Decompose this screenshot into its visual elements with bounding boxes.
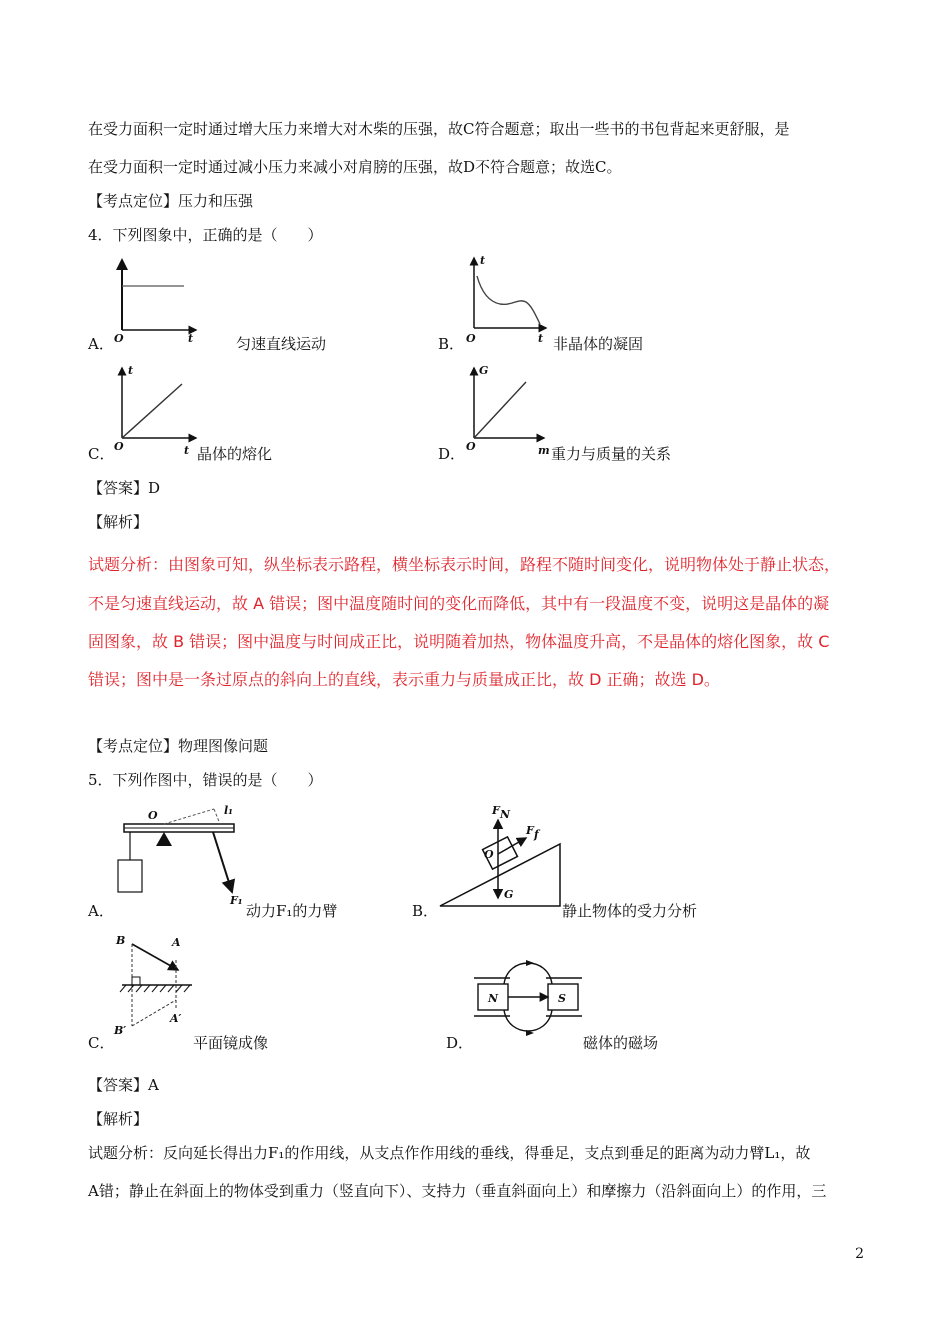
q5-b-normal-label: F [492,804,500,817]
q5-answer: 【答案】A [88,1076,159,1094]
q4-option-a-caption: 匀速直线运动 [236,335,327,353]
q5-option-a-letter: A． [88,902,114,920]
question-5-stem: 5．下列作图中，错误的是（ ） [88,771,323,789]
q4-analysis-line-2: 不是匀速直线运动，故 A 错误；图中温度随时间的变化而降低，其中有一段温度不变，说明这是晶体的凝 [88,594,830,613]
q4-b-y-label: t [480,254,486,267]
q5-option-c-letter: C． [88,1034,115,1052]
q4-option-b-letter: B． [438,335,465,353]
q5-diagram-b-incline [436,800,566,910]
q5-option-b-letter: B． [412,902,439,920]
q4-a-x-label: t [188,332,194,345]
q4-option-d-letter: D． [438,445,466,463]
q5-d-n-label: N [488,992,499,1005]
q4-graph-b [464,254,554,344]
kaodian-label-3: 【考点定位】压力和压强 [88,192,254,210]
q5-diagram-d-magnet [470,946,590,1036]
q5-a-force-label: F₁ [230,894,243,907]
q5-a-arm-label: l₁ [224,804,233,817]
q5-c-a-label: A [172,936,181,949]
q5-option-d-caption: 磁体的磁场 [583,1034,659,1052]
q5-b-gravity-label: G [504,888,514,901]
question-4-stem: 4．下列图象中，正确的是（ ） [88,226,323,244]
q4-c-origin: O [114,440,124,453]
q4-c-y-label: t [128,364,134,377]
q5-jiexi-label: 【解析】 [88,1110,149,1128]
q4-option-c-letter: C． [88,445,115,463]
q5-c-b-label: B [116,934,126,947]
q5-option-c-caption: 平面镜成像 [193,1034,269,1052]
q5-c-a-image-label: A′ [170,1012,182,1025]
q5-diagram-c-mirror [110,930,200,1035]
page-number: 2 [855,1246,864,1262]
q4-analysis-line-4: 错误；图中是一条过原点的斜向上的直线，表示重力与质量成正比，故 D 正确；故选 D。 [88,670,720,689]
q4-d-y-label: G [479,364,489,377]
q4-graph-d [464,364,554,457]
q5-a-pivot-label: O [148,809,158,822]
q4-option-b-caption: 非晶体的凝固 [553,335,644,353]
q4-graph-c [112,364,202,457]
q5-d-s-label: S [558,992,566,1005]
q4-c-x-label: t [184,444,190,457]
q5-b-friction-sub: f [534,828,539,841]
q4-b-origin: O [466,332,476,345]
q4-d-x-label: m [538,444,550,457]
q4-jiexi-label: 【解析】 [88,513,149,531]
q5-b-center-label: O [484,848,494,861]
q4-a-origin: O [114,332,124,345]
q4-analysis-line-1: 试题分析：由图象可知，纵坐标表示路程，横坐标表示时间，路程不随时间变化，说明物体处于静止状态， [88,555,841,574]
q4-answer: 【答案】D [88,479,161,497]
intro-line-2: 在受力面积一定时通过减小压力来减小对肩膀的压强，故D不符合题意；故选C。 [88,158,622,176]
q5-option-b-caption: 静止物体的受力分析 [562,902,698,920]
q5-c-b-image-label: B′ [114,1024,127,1037]
q5-option-d-letter: D． [446,1034,474,1052]
q5-b-normal-sub: N [500,808,511,821]
q5-analysis-line-2: A错；静止在斜面上的物体受到重力（竖直向下）、支持力（垂直斜面向上）和摩擦力（沿斜面向上）的作用，三 [88,1182,827,1200]
q5-diagram-a-lever [110,800,260,910]
q4-kaodian: 【考点定位】物理图像问题 [88,737,269,755]
q5-option-a-caption: 动力F₁的力臂 [246,902,338,920]
q5-b-friction-label: F [526,824,534,837]
q4-analysis-line-3: 固图象，故 B 错误；图中温度与时间成正比，说明随着加热，物体温度升高，不是晶体的熔化图象，故 C [88,632,830,651]
q4-option-d-caption: 重力与质量的关系 [551,445,672,463]
q5-analysis-line-1: 试题分析：反向延长得出力F₁的作用线，从支点作作用线的垂线，得垂足，支点到垂足的距离为动力臂L₁，故 [88,1144,811,1162]
q4-option-c-caption: 晶体的熔化 [197,445,273,463]
q4-graph-a [112,256,202,346]
q4-b-x-label: t [538,332,544,345]
q4-d-origin: O [466,440,476,453]
intro-line-1: 在受力面积一定时通过增大压力来增大对木柴的压强，故C符合题意；取出一些书的书包背起来更舒服，是 [88,120,790,138]
q4-option-a-letter: A． [88,335,114,353]
